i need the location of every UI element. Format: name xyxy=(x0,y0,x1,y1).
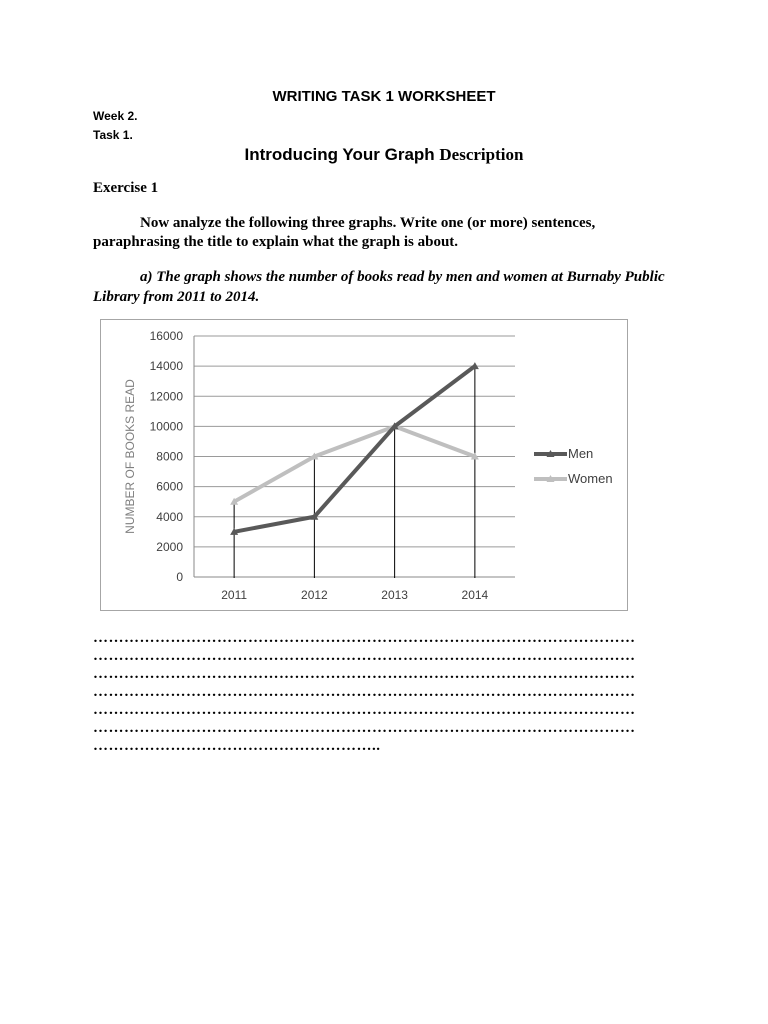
series-line-men xyxy=(234,366,475,532)
legend-label-men: Men xyxy=(568,446,594,461)
section-title-part-b: Description xyxy=(439,145,524,164)
task-label: Task 1. xyxy=(93,128,133,142)
answer-line[interactable]: …………………………………………………………………………………………… xyxy=(93,666,636,682)
chart-frame xyxy=(100,319,628,611)
y-tick-label: 0 xyxy=(176,570,183,584)
answer-line[interactable]: …………………………………………………………………………………………… xyxy=(93,702,636,718)
y-tick-label: 14000 xyxy=(149,359,183,374)
y-tick-label: 12000 xyxy=(149,389,183,404)
answer-line[interactable]: …………………………………………………………………………………………… xyxy=(93,720,636,736)
instructions-text: Now analyze the following three graphs. Write one (or more) sentences, paraphrasing the title to explain what the graph is about. xyxy=(93,215,596,250)
y-tick-label: 2000 xyxy=(156,539,183,554)
y-tick-label: 10000 xyxy=(149,419,183,434)
answer-line[interactable]: …………………………………………………………………………………………… xyxy=(93,684,636,700)
week-label: Week 2. xyxy=(93,109,138,123)
y-tick-label: 6000 xyxy=(156,479,183,494)
series-layer xyxy=(230,362,479,535)
x-tick-label: 2014 xyxy=(461,588,489,602)
line-chart xyxy=(101,320,627,610)
graph-caption: a) The graph shows the number of books read by men and women at Burnaby Public Library from 2011 to 2014. xyxy=(93,269,665,305)
x-tick-label: 2013 xyxy=(381,588,408,602)
legend-label-women: Women xyxy=(568,471,613,486)
y-tick-label: 4000 xyxy=(156,509,183,524)
section-title xyxy=(0,145,768,165)
section-title-part-a: Introducing Your Graph xyxy=(244,145,440,164)
x-tick-label: 2012 xyxy=(301,588,328,602)
worksheet-title: WRITING TASK 1 WORKSHEET xyxy=(272,88,496,105)
answer-line[interactable]: …………………………………………………………………………………………… xyxy=(93,630,636,646)
legend xyxy=(534,446,613,486)
answer-lines xyxy=(93,629,693,755)
y-tick-label: 8000 xyxy=(156,449,183,464)
answer-line[interactable]: …………………………………………………………………………………………… xyxy=(93,648,636,664)
series-line-women xyxy=(234,426,475,501)
y-tick-label: 16000 xyxy=(149,329,183,343)
exercise-heading: Exercise 1 xyxy=(93,180,159,196)
y-axis-title: NUMBER OF BOOKS READ xyxy=(123,379,137,534)
answer-line[interactable]: ……………………………………………….. xyxy=(93,738,381,754)
x-tick-label: 2011 xyxy=(221,588,248,602)
axis-layer xyxy=(123,329,489,602)
